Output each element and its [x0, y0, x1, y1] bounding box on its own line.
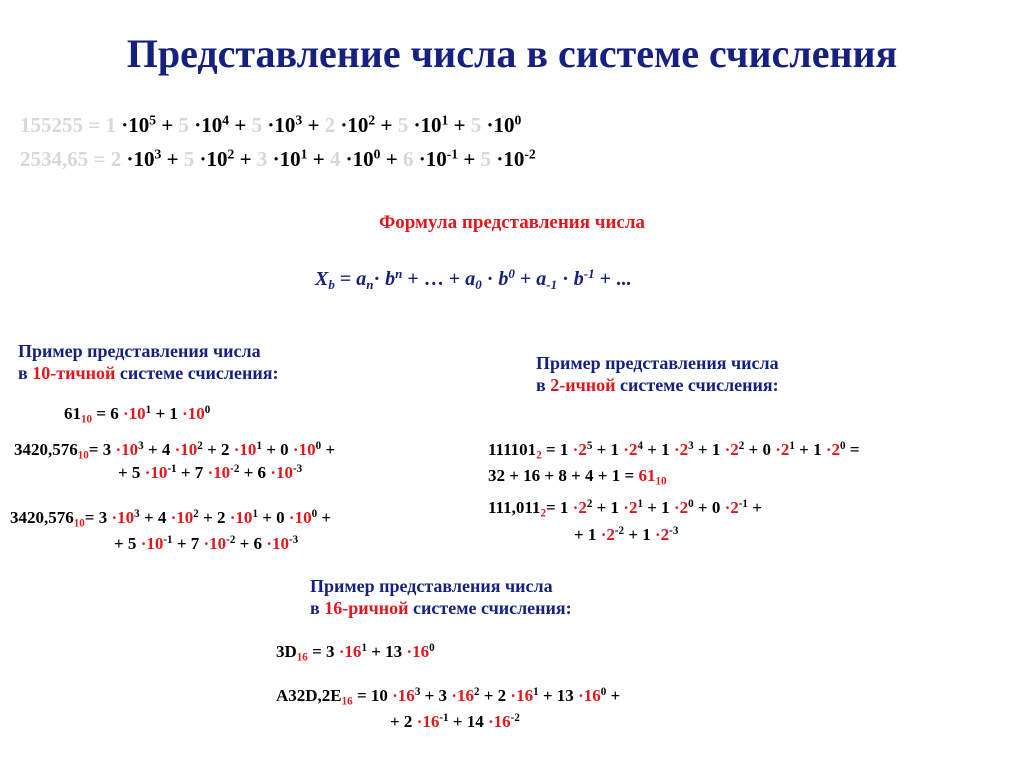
digit: 5 [178, 113, 190, 137]
formula-sub: b [328, 276, 335, 292]
decimal-example-3-cont: + $5 \cdot 10^{-1} + 7 \cdot 10^{-2} + 6 \cdot 10^{-3}$ [114, 533, 299, 553]
caption-line-1: Пример представления числа [536, 353, 779, 373]
exponent: 1 [300, 146, 308, 162]
decimal-example-3: $3420,576_{10}= 3 \cdot 10^3 + 4 \cdot 10^2 + 2 \cdot 10^1 + 0 \cdot 10^0$ + [10, 507, 332, 530]
formula-sub: -1 [546, 276, 558, 292]
exponent: 2 [227, 146, 235, 162]
operator: + [307, 113, 320, 137]
hex-caption [310, 575, 572, 619]
digit: 6 [402, 147, 414, 171]
formula-dot: · [373, 268, 381, 290]
base-power: ·10 [413, 113, 442, 137]
operator: + [453, 113, 466, 137]
exponent: -1 [446, 146, 459, 162]
caption-line-2: в 10-тичной системе счисления: [18, 363, 279, 383]
binary-example-1-sum: $32 + 16 + 8 + 4 + 1 = 61_{10}$ [488, 466, 667, 488]
decimal-example-1: $61_{10} = 6 \cdot 10^1 + 1 \cdot 10^0$ [64, 403, 211, 426]
exponent: 3 [154, 146, 162, 162]
formula-dot: · [557, 268, 574, 290]
formula-a: a [465, 268, 476, 290]
formula-exp: 0 [508, 265, 515, 281]
base-power: ·10 [272, 147, 301, 171]
decimal-example-2: $3420,576_{10}= 3 \cdot 10^3 + 4 \cdot 10^2 + 2 \cdot 10^1 + 0 \cdot 10^0$ + [14, 439, 336, 462]
operator: + [239, 147, 252, 171]
exponent: -2 [524, 146, 536, 162]
binary-caption [536, 352, 779, 396]
digit: 2 [324, 113, 336, 137]
exponent: 1 [441, 112, 449, 128]
digit: 5 [183, 147, 195, 171]
formula-sub: 0 [475, 276, 482, 292]
formula-exp: -1 [583, 265, 595, 281]
expansion-terms [111, 147, 536, 171]
decimal-caption [18, 340, 278, 384]
base-power: ·10 [418, 147, 447, 171]
digit: 3 [256, 147, 268, 171]
binary-example-1: $111101_2 = 1 \cdot 2^5 + 1 \cdot 2^4 + 1 \cdot 2^3 + 1 \cdot 2^2 + 0 \cdot 2^1 + 1 \cdot 2^0$ = [488, 439, 860, 462]
formula-tail: + ... [594, 268, 632, 290]
expansion-terms [105, 113, 521, 137]
digit: 2 [110, 147, 122, 171]
digit: 5 [470, 113, 482, 137]
formula-plus: + [514, 268, 537, 290]
formula-a: a [536, 268, 547, 290]
hex-example-2-cont: + $2 \cdot 16^{-1} + 14 \cdot 16^{-2}$ [390, 711, 520, 731]
base-power: ·10 [496, 147, 525, 171]
expansion-row-1 [20, 113, 521, 138]
number-155255: 155255 = [20, 113, 101, 137]
base-power: ·10 [345, 147, 374, 171]
exponent: 4 [222, 112, 230, 128]
caption-line-2: в 2-ичной системе счисления: [536, 375, 779, 395]
expansion-row-2 [20, 147, 536, 172]
exponent: 2 [368, 112, 376, 128]
decimal-example-2-cont: + $5 \cdot 10^{-1} + 7 \cdot 10^{-2} + 6 \cdot 10^{-3}$ [118, 462, 303, 482]
operator: + [385, 147, 398, 171]
formula-exp: n [395, 265, 403, 281]
page-title: Представление числа в системе счисления [126, 31, 898, 76]
operator: + [463, 147, 476, 171]
exponent: 0 [514, 112, 522, 128]
caption-line-1: Пример представления числа [310, 576, 553, 596]
system-name: 16-ричной [324, 598, 409, 618]
formula-eq: = [334, 268, 357, 290]
digit: 1 [105, 113, 116, 137]
formula-b: b [498, 268, 509, 290]
binary-example-2-cont: + $1 \cdot 2^{-2} + 1 \cdot 2^{-3}$ [574, 524, 679, 544]
binary-example-2: $111,011_2= 1 \cdot 2^2 + 1 \cdot 2^1 + 1 \cdot 2^0 + 0 \cdot 2^{-1}$ + [488, 497, 762, 520]
base-power: ·10 [126, 147, 155, 171]
operator: + [161, 113, 174, 137]
formula-b: b [380, 268, 396, 290]
base-power: ·10 [267, 113, 296, 137]
digit: 5 [251, 113, 263, 137]
exponent: 0 [373, 146, 381, 162]
base-power: ·10 [340, 113, 369, 137]
formula-sub: n [366, 276, 374, 292]
formula-x: X [315, 268, 329, 290]
system-name: 2-ичной [550, 375, 616, 395]
operator: + [380, 113, 393, 137]
exponent: 3 [295, 112, 303, 128]
digit: 5 [480, 147, 492, 171]
caption-line-1: Пример представления числа [18, 341, 261, 361]
formula-a: a [356, 268, 367, 290]
caption-line-2: в 16-ричной системе счисления: [310, 598, 572, 618]
operator: + [234, 113, 247, 137]
hex-example-2: $A32D,2E_{16} = 10 \cdot 16^3 + 3 \cdot 16^2 + 2 \cdot 16^1 + 13 \cdot 16^0$ + [276, 685, 621, 708]
general-formula [315, 265, 632, 292]
formula-mid: + … + [402, 268, 466, 290]
formula-label: Формула представления числа [378, 212, 646, 233]
base-power: ·10 [194, 113, 223, 137]
exponent: 5 [149, 112, 157, 128]
digit: 5 [397, 113, 409, 137]
operator: + [166, 147, 179, 171]
digit: 4 [329, 147, 341, 171]
formula-b: b [573, 268, 584, 290]
base-power: ·10 [199, 147, 228, 171]
formula-dot: · [481, 268, 499, 290]
base-power: ·10 [486, 113, 515, 137]
hex-example-1: $3D_{16} = 3 \cdot 16^1 + 13 \cdot 16^0$ [276, 641, 435, 664]
system-name: 10-тичной [32, 363, 116, 383]
number-2534-65: 2534,65 = [20, 147, 106, 171]
base-power: ·10 [121, 113, 150, 137]
operator: + [312, 147, 325, 171]
